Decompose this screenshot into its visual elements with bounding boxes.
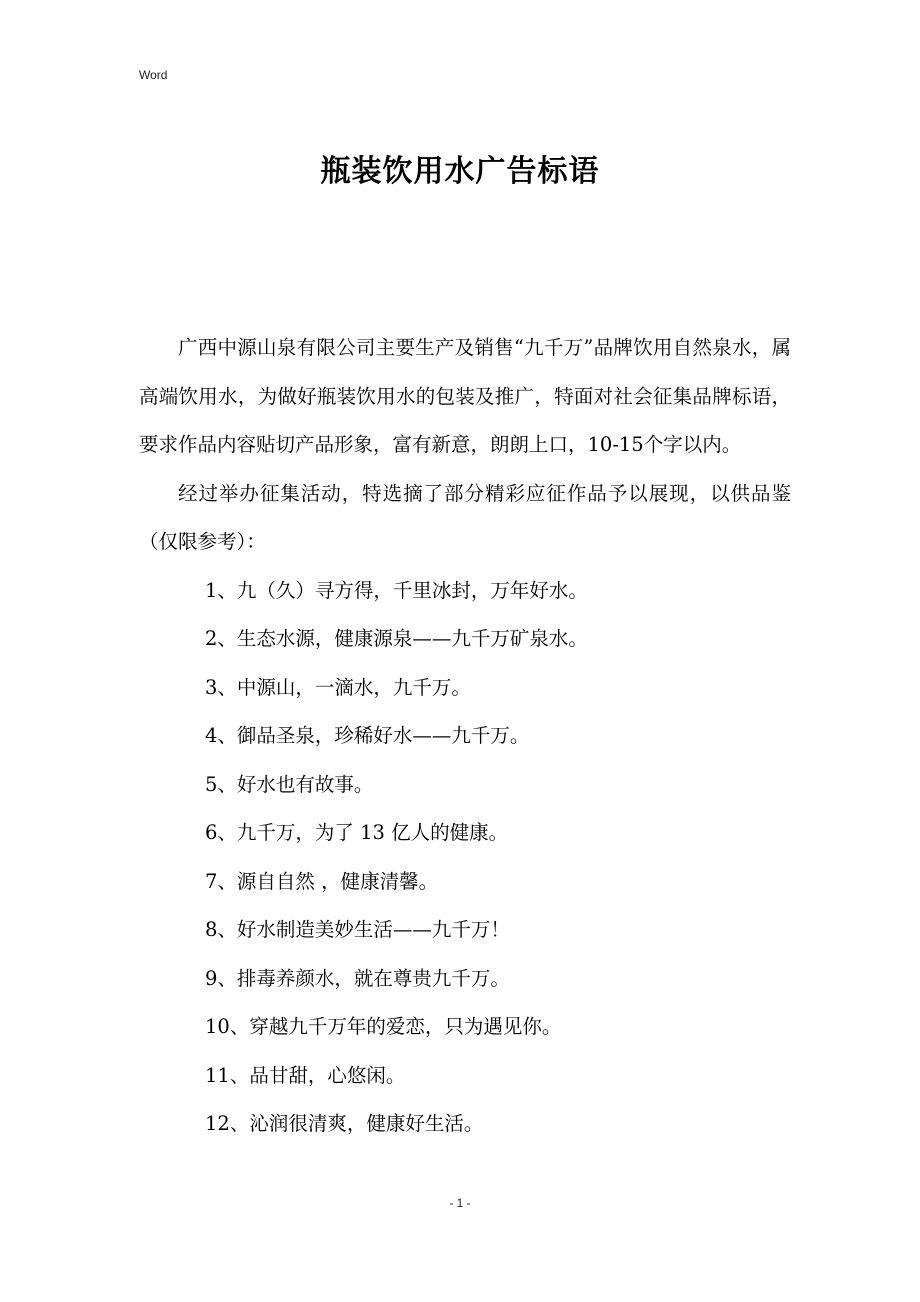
app-label: Word	[139, 68, 168, 82]
slogan-item: 5、好水也有故事。	[205, 772, 374, 796]
selection-paragraph: 经过举办征集活动，特选摘了部分精彩应征作品予以展现，以供品鉴（仅限参考）：	[139, 481, 791, 553]
slogan-item: 12、沁润很清爽，健康好生活。	[205, 1112, 484, 1135]
slogan-item: 3、中源山，一滴水，九千万。	[205, 675, 471, 699]
slogan-item: 1、九（久）寻方得，千里冰封，万年好水。	[205, 578, 588, 602]
document-body	[139, 324, 791, 1149]
slogan-item: 6、九千万，为了 13 亿人的健康。	[205, 821, 509, 844]
intro-paragraph: 广西中源山泉有限公司主要生产及销售“九千万”品牌饮用自然泉水，属高端饮用水，为做好瓶装饮用水的包装及推广，特面对社会征集品牌标语，要求作品内容贴切产品形象，富有新意，朗朗上口，10-15个字以内。	[139, 336, 791, 456]
slogan-item: 11、品甘甜，心悠闲。	[205, 1063, 406, 1087]
page-number: - 1 -	[449, 1196, 471, 1210]
slogan-item: 4、御品圣泉，珍稀好水——九千万。	[205, 724, 530, 747]
slogan-item: 8、好水制造美妙生活——九千万！	[205, 918, 510, 941]
slogan-item: 9、排毒养颜水，就在尊贵九千万。	[205, 966, 510, 990]
document-title: 瓶装饮用水广告标语	[320, 154, 600, 189]
slogan-item: 2、生态水源，健康源泉——九千万矿泉水。	[205, 627, 588, 650]
slogan-item: 7、源自自然 ，健康清馨。	[205, 869, 439, 893]
slogan-item: 10、穿越九千万年的爱恋，只为遇见你。	[205, 1015, 562, 1038]
